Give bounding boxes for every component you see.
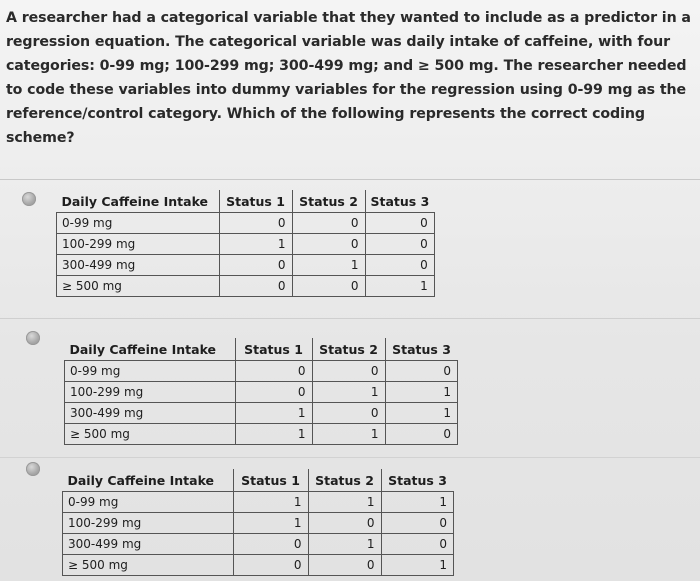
table-cell: 0: [235, 382, 312, 403]
row-label: 0-99 mg: [65, 361, 236, 382]
table-row: [65, 424, 458, 445]
table-cell: 1: [233, 513, 308, 534]
table-row: [63, 513, 454, 534]
option-b-radio[interactable]: [26, 331, 40, 345]
column-header: Status 2: [292, 190, 365, 213]
question-text: A researcher had a categorical variable that they wanted to include as a predictor in a regression equation. The categorical variable was daily intake of caffeine, with four categories: 0-99 mg; 100-299 mg; 300-499 mg; and ≥ 500 mg. The researcher needed to code these variables into dummy variables for the regression using 0-99 mg as the reference/control category. Which of the following represents the correct coding scheme?: [6, 10, 691, 146]
table-row: [63, 555, 454, 576]
table-cell: 0: [308, 513, 381, 534]
table-cell: 0: [381, 534, 454, 555]
row-label: 0-99 mg: [63, 492, 234, 513]
table-cell: 1: [292, 255, 365, 276]
divider: [0, 179, 700, 180]
option-c-radio[interactable]: [26, 462, 40, 476]
table-cell: 0: [219, 276, 292, 297]
table-cell: 0: [233, 555, 308, 576]
table-cell: 1: [312, 382, 385, 403]
option-a-radio[interactable]: [22, 192, 36, 206]
row-label: 300-499 mg: [57, 255, 220, 276]
table-cell: 1: [385, 382, 458, 403]
table-cell: 1: [385, 403, 458, 424]
row-label: ≥ 500 mg: [63, 555, 234, 576]
table-cell: 0: [292, 213, 365, 234]
column-header: Status 1: [219, 190, 292, 213]
table-cell: 1: [312, 424, 385, 445]
table-cell: 0: [385, 361, 458, 382]
column-header: Status 2: [308, 469, 381, 492]
column-header: Daily Caffeine Intake: [57, 190, 220, 213]
column-header: Status 1: [235, 338, 312, 361]
table-cell: 0: [312, 361, 385, 382]
table-cell: 0: [312, 403, 385, 424]
table-header-row: [63, 469, 454, 492]
table-row: [63, 534, 454, 555]
table-cell: 0: [233, 534, 308, 555]
table-cell: 0: [292, 234, 365, 255]
table-cell: 1: [308, 492, 381, 513]
table-row: [65, 382, 458, 403]
row-label: ≥ 500 mg: [65, 424, 236, 445]
column-header: Status 3: [365, 190, 434, 213]
table-cell: 1: [308, 534, 381, 555]
table-cell: 0: [308, 555, 381, 576]
column-header: Daily Caffeine Intake: [65, 338, 236, 361]
table-cell: 1: [233, 492, 308, 513]
table-cell: 1: [235, 424, 312, 445]
option-c-table: [62, 469, 454, 576]
table-cell: 0: [219, 255, 292, 276]
table-cell: 1: [235, 403, 312, 424]
row-label: 300-499 mg: [63, 534, 234, 555]
table-cell: 0: [219, 213, 292, 234]
row-label: ≥ 500 mg: [57, 276, 220, 297]
table-cell: 0: [365, 213, 434, 234]
row-label: 300-499 mg: [65, 403, 236, 424]
table-row: [57, 234, 435, 255]
table-row: [57, 276, 435, 297]
table-cell: 0: [292, 276, 365, 297]
row-label: 0-99 mg: [57, 213, 220, 234]
column-header: Status 3: [385, 338, 458, 361]
table-cell: 0: [381, 513, 454, 534]
table-row: [57, 255, 435, 276]
column-header: Status 3: [381, 469, 454, 492]
table-cell: 1: [381, 555, 454, 576]
table-cell: 1: [219, 234, 292, 255]
table-row: [57, 213, 435, 234]
column-header: Daily Caffeine Intake: [63, 469, 234, 492]
table-cell: 1: [381, 492, 454, 513]
table-header-row: [65, 338, 458, 361]
column-header: Status 1: [233, 469, 308, 492]
option-a-table: [56, 190, 435, 297]
row-label: 100-299 mg: [57, 234, 220, 255]
table-row: [65, 361, 458, 382]
divider: [0, 318, 700, 319]
table-cell: 0: [365, 234, 434, 255]
divider: [0, 457, 700, 458]
table-row: [65, 403, 458, 424]
table-cell: 0: [385, 424, 458, 445]
table-header-row: [57, 190, 435, 213]
table-cell: 1: [365, 276, 434, 297]
table-cell: 0: [235, 361, 312, 382]
row-label: 100-299 mg: [63, 513, 234, 534]
table-row: [63, 492, 454, 513]
row-label: 100-299 mg: [65, 382, 236, 403]
column-header: Status 2: [312, 338, 385, 361]
table-cell: 0: [365, 255, 434, 276]
option-b-table: [64, 338, 458, 445]
